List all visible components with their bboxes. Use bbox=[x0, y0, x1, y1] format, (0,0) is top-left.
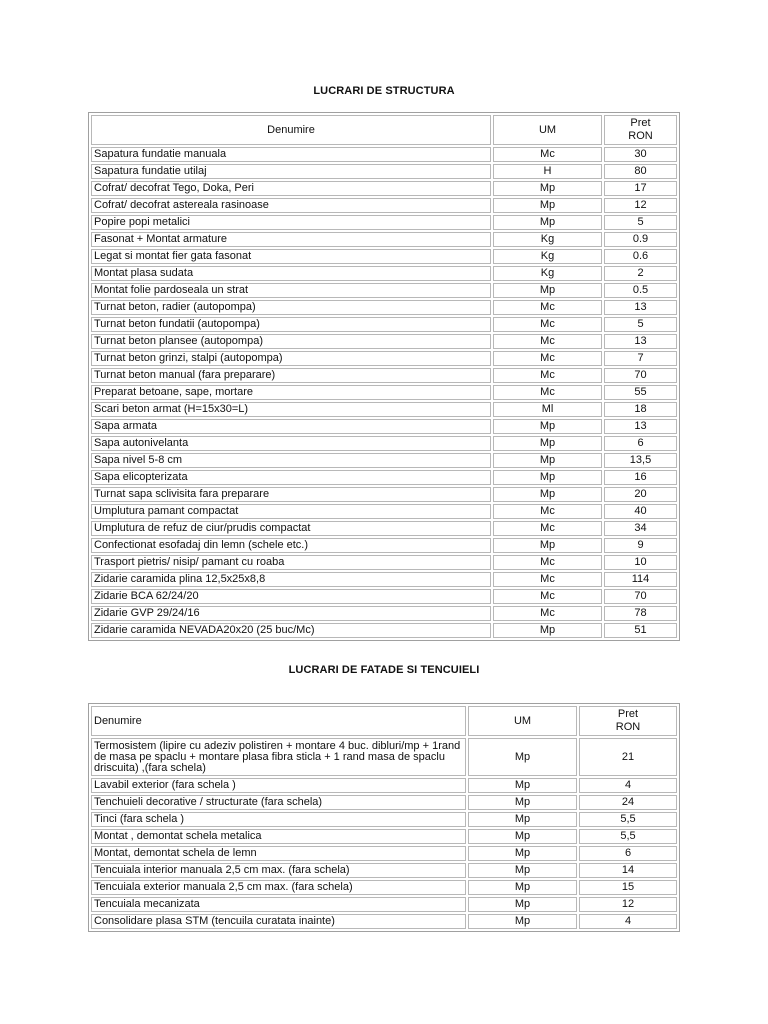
cell-um: Mp bbox=[468, 738, 577, 776]
cell-pret: 80 bbox=[604, 164, 677, 179]
cell-denumire: Umplutura de refuz de ciur/prudis compactat bbox=[91, 521, 491, 536]
cell-pret: 7 bbox=[604, 351, 677, 366]
table-row bbox=[91, 453, 677, 468]
header-um: UM bbox=[493, 115, 602, 145]
cell-pret: 55 bbox=[604, 385, 677, 400]
cell-um: Mc bbox=[493, 572, 602, 587]
table-row bbox=[91, 623, 677, 638]
cell-um: Mp bbox=[493, 181, 602, 196]
table-row bbox=[91, 147, 677, 162]
cell-pret: 13 bbox=[604, 419, 677, 434]
table-row bbox=[91, 470, 677, 485]
cell-pret: 13 bbox=[604, 300, 677, 315]
cell-um: Mc bbox=[493, 368, 602, 383]
cell-pret: 20 bbox=[604, 487, 677, 502]
cell-pret: 0.6 bbox=[604, 249, 677, 264]
cell-denumire: Turnat beton plansee (autopompa) bbox=[91, 334, 491, 349]
header-pret bbox=[604, 115, 677, 145]
cell-pret: 4 bbox=[579, 914, 677, 929]
header-pret-currency: RON bbox=[615, 721, 641, 733]
cell-um: Mc bbox=[493, 300, 602, 315]
section-title-structura: LUCRARI DE STRUCTURA bbox=[313, 85, 455, 97]
table-row bbox=[91, 589, 677, 604]
table-row bbox=[91, 914, 677, 929]
cell-um: Mp bbox=[493, 453, 602, 468]
cell-denumire: Cofrat/ decofrat Tego, Doka, Peri bbox=[91, 181, 491, 196]
cell-denumire: Montat folie pardoseala un strat bbox=[91, 283, 491, 298]
header-pret-label: Pret bbox=[617, 708, 639, 720]
cell-um: Mp bbox=[493, 538, 602, 553]
fatade-price-table bbox=[88, 703, 680, 932]
table-row bbox=[91, 334, 677, 349]
cell-um: Mc bbox=[493, 334, 602, 349]
cell-pret: 114 bbox=[604, 572, 677, 587]
cell-denumire: Zidarie caramida plina 12,5x25x8,8 bbox=[91, 572, 491, 587]
cell-denumire: Zidarie caramida NEVADA20x20 (25 buc/Mc) bbox=[91, 623, 491, 638]
cell-um: Mc bbox=[493, 351, 602, 366]
cell-denumire: Tencuiala interior manuala 2,5 cm max. (fara schela) bbox=[91, 863, 466, 878]
cell-denumire: Sapa nivel 5-8 cm bbox=[91, 453, 491, 468]
cell-pret: 16 bbox=[604, 470, 677, 485]
cell-um: Mc bbox=[493, 317, 602, 332]
cell-denumire: Montat, demontat schela de lemn bbox=[91, 846, 466, 861]
structura-price-table bbox=[88, 112, 680, 641]
cell-um: Mp bbox=[468, 914, 577, 929]
cell-um: Mp bbox=[493, 215, 602, 230]
cell-pret: 14 bbox=[579, 863, 677, 878]
cell-pret: 5 bbox=[604, 317, 677, 332]
cell-denumire: Sapa autonivelanta bbox=[91, 436, 491, 451]
cell-denumire: Popire popi metalici bbox=[91, 215, 491, 230]
cell-um: Mc bbox=[493, 589, 602, 604]
section-title-fatade: LUCRARI DE FATADE SI TENCUIELI bbox=[288, 664, 480, 676]
cell-denumire: Montat plasa sudata bbox=[91, 266, 491, 281]
cell-um: H bbox=[493, 164, 602, 179]
cell-pret: 9 bbox=[604, 538, 677, 553]
cell-um: Mc bbox=[493, 504, 602, 519]
cell-pret: 30 bbox=[604, 147, 677, 162]
cell-denumire: Zidarie BCA 62/24/20 bbox=[91, 589, 491, 604]
cell-denumire: Sapa elicopterizata bbox=[91, 470, 491, 485]
header-pret-label: Pret bbox=[630, 117, 651, 129]
table-row bbox=[91, 368, 677, 383]
table-row bbox=[91, 829, 677, 844]
table-row bbox=[91, 266, 677, 281]
cell-denumire: Sapatura fundatie manuala bbox=[91, 147, 491, 162]
table-row bbox=[91, 215, 677, 230]
cell-um: Mp bbox=[468, 829, 577, 844]
table-row bbox=[91, 738, 677, 776]
cell-pret: 17 bbox=[604, 181, 677, 196]
cell-denumire: Trasport pietris/ nisip/ pamant cu roaba bbox=[91, 555, 491, 570]
table-row bbox=[91, 863, 677, 878]
cell-denumire: Tenchuieli decorative / structurate (fara schela) bbox=[91, 795, 466, 810]
cell-pret: 5,5 bbox=[579, 812, 677, 827]
table-row bbox=[91, 897, 677, 912]
cell-pret: 0.9 bbox=[604, 232, 677, 247]
cell-pret: 6 bbox=[579, 846, 677, 861]
cell-um: Mc bbox=[493, 555, 602, 570]
table-row bbox=[91, 555, 677, 570]
cell-pret: 12 bbox=[579, 897, 677, 912]
cell-denumire: Montat , demontat schela metalica bbox=[91, 829, 466, 844]
cell-pret: 51 bbox=[604, 623, 677, 638]
cell-um: Mp bbox=[468, 778, 577, 793]
cell-denumire: Lavabil exterior (fara schela ) bbox=[91, 778, 466, 793]
table-row bbox=[91, 402, 677, 417]
cell-pret: 70 bbox=[604, 589, 677, 604]
cell-um: Kg bbox=[493, 249, 602, 264]
table-row bbox=[91, 778, 677, 793]
header-pret bbox=[579, 706, 677, 736]
cell-um: Mp bbox=[493, 283, 602, 298]
cell-um: Mp bbox=[493, 198, 602, 213]
table-row bbox=[91, 351, 677, 366]
table-row bbox=[91, 300, 677, 315]
table-row bbox=[91, 812, 677, 827]
cell-denumire: Tencuiala mecanizata bbox=[91, 897, 466, 912]
cell-pret: 15 bbox=[579, 880, 677, 895]
table-row bbox=[91, 572, 677, 587]
cell-pret: 2 bbox=[604, 266, 677, 281]
table-row bbox=[91, 846, 677, 861]
cell-denumire: Scari beton armat (H=15x30=L) bbox=[91, 402, 491, 417]
table-row bbox=[91, 880, 677, 895]
table-row bbox=[91, 504, 677, 519]
cell-pret: 5 bbox=[604, 215, 677, 230]
cell-denumire: Zidarie GVP 29/24/16 bbox=[91, 606, 491, 621]
header-um: UM bbox=[468, 706, 577, 736]
cell-um: Mp bbox=[468, 846, 577, 861]
cell-um: Mp bbox=[493, 470, 602, 485]
cell-um: Mp bbox=[493, 419, 602, 434]
cell-denumire: Confectionat esofadaj din lemn (schele etc.) bbox=[91, 538, 491, 553]
header-pret-currency: RON bbox=[628, 130, 653, 142]
table-row bbox=[91, 487, 677, 502]
cell-denumire: Legat si montat fier gata fasonat bbox=[91, 249, 491, 264]
cell-um: Kg bbox=[493, 266, 602, 281]
cell-um: Mp bbox=[468, 880, 577, 895]
cell-pret: 0.5 bbox=[604, 283, 677, 298]
cell-um: Ml bbox=[493, 402, 602, 417]
cell-um: Mc bbox=[493, 606, 602, 621]
table-row bbox=[91, 164, 677, 179]
table-row bbox=[91, 317, 677, 332]
cell-pret: 13 bbox=[604, 334, 677, 349]
cell-pret: 5,5 bbox=[579, 829, 677, 844]
cell-pret: 78 bbox=[604, 606, 677, 621]
table-row bbox=[91, 198, 677, 213]
header-denumire: Denumire bbox=[91, 706, 466, 736]
cell-um: Mp bbox=[493, 623, 602, 638]
table-row bbox=[91, 436, 677, 451]
table-row bbox=[91, 249, 677, 264]
cell-um: Mc bbox=[493, 521, 602, 536]
table-row bbox=[91, 419, 677, 434]
cell-denumire: Tinci (fara schela ) bbox=[91, 812, 466, 827]
cell-denumire: Turnat beton manual (fara preparare) bbox=[91, 368, 491, 383]
header-denumire: Denumire bbox=[91, 115, 491, 145]
cell-pret: 24 bbox=[579, 795, 677, 810]
cell-pret: 70 bbox=[604, 368, 677, 383]
table-row bbox=[91, 538, 677, 553]
cell-denumire: Umplutura pamant compactat bbox=[91, 504, 491, 519]
cell-denumire: Turnat beton fundatii (autopompa) bbox=[91, 317, 491, 332]
table-row bbox=[91, 606, 677, 621]
cell-pret: 10 bbox=[604, 555, 677, 570]
cell-pret: 18 bbox=[604, 402, 677, 417]
cell-denumire: Turnat beton, radier (autopompa) bbox=[91, 300, 491, 315]
cell-denumire: Termosistem (lipire cu adeziv polistiren + montare 4 buc. dibluri/mp + 1rand de masa pe spaclu + montare plasa fibra sticla + 1 rand masa de spaclu driscuita) ,(fara schela) bbox=[91, 738, 466, 776]
cell-pret: 40 bbox=[604, 504, 677, 519]
cell-denumire: Consolidare plasa STM (tencuila curatata inainte) bbox=[91, 914, 466, 929]
cell-denumire: Turnat sapa sclivisita fara preparare bbox=[91, 487, 491, 502]
cell-pret: 12 bbox=[604, 198, 677, 213]
cell-um: Mp bbox=[493, 436, 602, 451]
cell-um: Mp bbox=[493, 487, 602, 502]
table-row bbox=[91, 385, 677, 400]
cell-denumire: Cofrat/ decofrat astereala rasinoase bbox=[91, 198, 491, 213]
table-row bbox=[91, 283, 677, 298]
cell-pret: 13,5 bbox=[604, 453, 677, 468]
cell-um: Mc bbox=[493, 147, 602, 162]
cell-um: Mp bbox=[468, 863, 577, 878]
cell-denumire: Preparat betoane, sape, mortare bbox=[91, 385, 491, 400]
cell-pret: 21 bbox=[579, 738, 677, 776]
cell-um: Mp bbox=[468, 812, 577, 827]
cell-denumire: Fasonat + Montat armature bbox=[91, 232, 491, 247]
cell-pret: 34 bbox=[604, 521, 677, 536]
table-row bbox=[91, 181, 677, 196]
table-row bbox=[91, 232, 677, 247]
cell-um: Kg bbox=[493, 232, 602, 247]
cell-um: Mc bbox=[493, 385, 602, 400]
table-row bbox=[91, 521, 677, 536]
cell-denumire: Sapatura fundatie utilaj bbox=[91, 164, 491, 179]
table-row bbox=[91, 795, 677, 810]
cell-pret: 4 bbox=[579, 778, 677, 793]
cell-pret: 6 bbox=[604, 436, 677, 451]
cell-denumire: Tencuiala exterior manuala 2,5 cm max. (fara schela) bbox=[91, 880, 466, 895]
cell-um: Mp bbox=[468, 897, 577, 912]
cell-denumire: Turnat beton grinzi, stalpi (autopompa) bbox=[91, 351, 491, 366]
cell-denumire: Sapa armata bbox=[91, 419, 491, 434]
cell-um: Mp bbox=[468, 795, 577, 810]
